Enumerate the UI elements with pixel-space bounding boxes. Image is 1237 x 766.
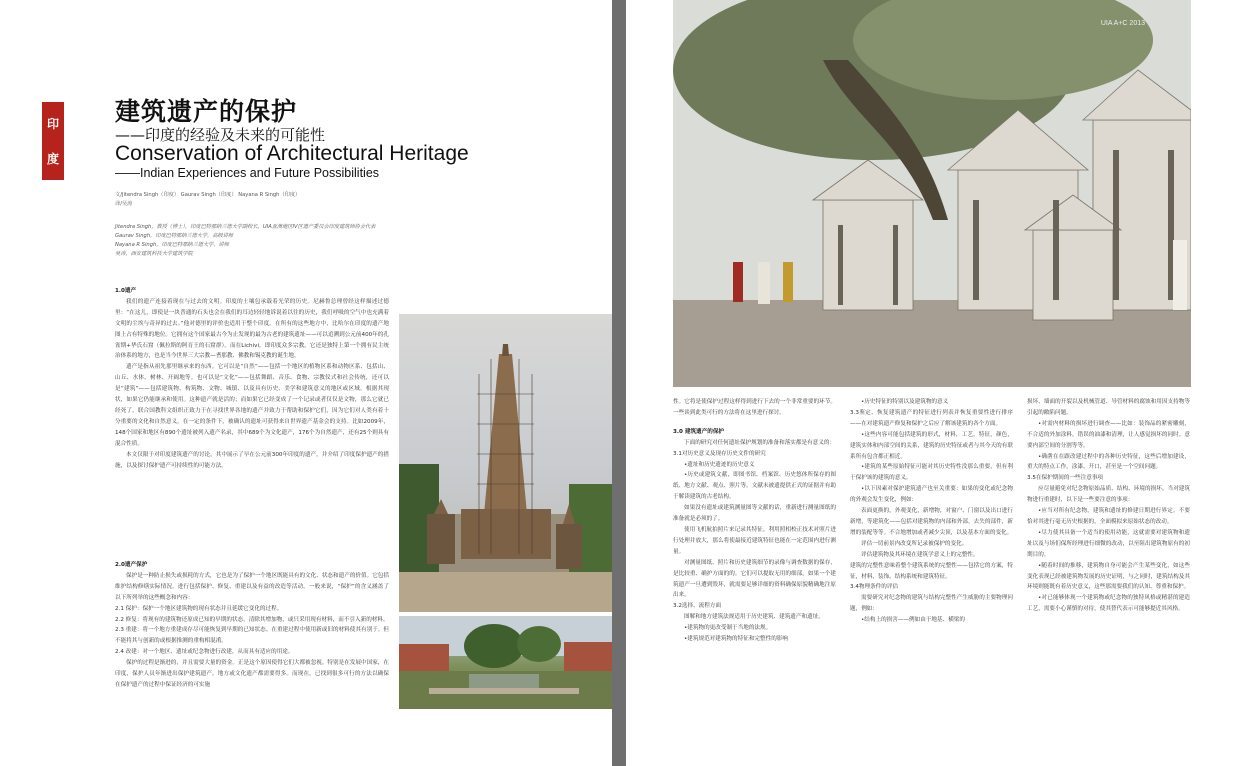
photo-temple-shrines <box>673 0 1191 387</box>
article-title-zh: 建筑遗产的保护 <box>115 97 298 126</box>
temple-illustration <box>673 0 1191 387</box>
paragraph: •随着时间的推移，建筑物自身可能会产生某些变化，如这些变化表现已经被建筑物发展的历史证明，与之同时，建筑结构及其环境则能既有着历史意义，这些那需要我们的认知、尊重和保护。 <box>1027 562 1190 591</box>
paragraph: 使用飞机航拍照片来记录其特征。利用照相校正技术对照片进行处理并放大，那么将使最接近建筑特征也能在一定范围内进行测量。 <box>673 526 836 555</box>
photo-stupa <box>399 314 612 612</box>
paragraph: 3.4物理条件的评估 <box>850 584 899 591</box>
paragraph: •建筑的某些原始特征可能对其历史特性没那么重要，但有利于保护该的建筑的意义。 <box>850 464 1013 482</box>
section-1 <box>115 282 389 471</box>
paragraph: 本文仅限于对印度建筑遗产的讨论，其中展示了早在公元前300年印度的遗产，并介绍了印度保护遗产的措施，以及探讨保护遗产可持续性的可能方法。 <box>115 451 389 469</box>
country-tab <box>42 102 64 180</box>
right-column-2 <box>850 397 1013 626</box>
paragraph: •对需内材料的损坏进行调查——比如：装饰品的紧密雕刻，不合适的外加涂料，错误的油漆和清理，让人感觉损坏的同时。意要内部空间的分割等等。 <box>1027 420 1190 449</box>
paragraph: •这些内容可能包括建筑的形式，材料，工艺，特征，颜色，建筑实体和内部空间的关系，建筑的历史特征或者与其今天的有联系所有包含都正相近。 <box>850 431 1013 460</box>
paragraph: 对测量图纸、照片和历史建筑细节的录像与调查数据的保存，是比较重、确护方面的的。它们可以提取无用的细部。如果一个建筑遗产一旦遭到毁坏，就需要足够详细的资料确保原貌精确地注原出来。 <box>673 559 836 599</box>
stupa-illustration <box>399 314 612 612</box>
bio-line: 吴涛，西安建筑科技大学建筑学院 <box>115 251 193 257</box>
page-gutter <box>612 0 626 766</box>
bio-line: Gaurav Singh，印度巴特那纳兰德大学，高级讲师 <box>115 233 234 239</box>
section-heading: 2.0遗产保护 <box>115 562 148 568</box>
journal-page-mark: UIA A+C 2013 <box>1100 20 1145 27</box>
authors: 文/Jitendra Singh（印度） Gaurav Singh（印度） Nayana R Singh（印度） <box>115 192 301 198</box>
paragraph: 保护的过程是渐进的，并且需要大量的资金。正是这个原因使得它们大都被忽视。特别是在发展中国家，在印度，保护人员年渐进出保护建筑遗产。地方或文化遗产都需要得多。而现在，已找到很多可行的方法以确保在保护遗产的过程中保证经济的可实施 <box>115 660 389 688</box>
paragraph: •尽力使其具备一个适当的使用功能，这就需要对建筑物和遗址以及与场们保所经理进行细微的改动，以至阻出建筑物原有的初期目的。 <box>1027 529 1190 558</box>
right-page <box>626 0 1237 766</box>
paragraph: 评估一切前景内改变所记录被保护的变化。 <box>861 540 968 547</box>
paragraph: •结构上的损害——例如由于地基、横梁的 <box>861 617 965 624</box>
paragraph: 3.3鉴定、恢复建筑遗产的特征进行列表并恢复重要性进行排序——在对建筑遗产修复和保护之后应了解该建筑的各个方面。 <box>850 409 1013 427</box>
translator: 译/吴涛 <box>115 201 133 207</box>
paragraph: •对已能够体现一个建筑物或纪念物的独特风格或精湛的建造工艺，需要小心谨慎的对待，使其替代表示可能够提近其风格。 <box>1027 595 1190 613</box>
photo-garden <box>399 616 612 709</box>
tab-char: 度 <box>46 152 59 166</box>
paragraph: •遗址和历史遗迹的历史意义 <box>684 461 755 468</box>
author-line <box>115 191 435 209</box>
article-subtitle-zh: ——印度的经验及未来的可能性 <box>115 126 326 144</box>
section-heading: 3.0 建筑遗产的保护 <box>673 428 725 435</box>
bio-line: Nayana R Singh，印度巴特那纳兰德大学，讲师 <box>115 242 229 248</box>
paragraph: 2.1 保护：保护一个地区建筑物的现有状态并且延缓它变化的过程。 <box>115 605 283 612</box>
article-title-en: Conservation of Architectural Heritage <box>115 142 469 165</box>
paragraph: 保护是一种防止损失或损耗的方式，它也是为了保护一个地区既能具有的文化、状态和遗产的价值。它包括维护结构修缮实际情况。进行包括保护、修复、重建以及有益的改造等活动。一般来说，“保护”的含义涵盖了以下所列举的这些概念和内容： <box>115 572 389 601</box>
paragraph: •以下因素对保护建筑遗产也至关重要：如果的变化或纪念物的外观会发生变化，例如： <box>850 486 1013 504</box>
paragraph: 遗产是指从祖先那里继承来的东西。它可以是“自然”——包括一个地区的植物区系和动物区系、包括山、山丘、水体、树林、开阔地等。也可以是“文化”——包括舞蹈、音乐、食物、宗教仪式和社会传统，还可以是“建筑”——包括建筑物、构筑物、文物、城镇、以及具有历史、美学和建筑意义的地区或区域。根据其现状，如果它仍能继承和使用。这种遗产就是活的；而如果它已经变成了一个记录或者仅仅是文物，那么它就已经死了。联合国教科文组织正致力于在寻找世界各地的遗产并致力于帮助和保护它们，因为它们对人类有着十分重要的文化和自然意义。在一定的条件下，被确认的遗址可获得来自世界遗产基金会的支持。比如2009年，148个国家和地区有890个遗址被列入遗产名录，其中689个为文化遗产，176个为自然遗产，还有25个则具有混合性质。 <box>115 364 389 447</box>
left-page <box>0 0 612 766</box>
paragraph: 如果没有遗址或建筑测量图等文献的话，重新进行测量图纸的准备就是必须的了。 <box>673 505 836 523</box>
tab-char: 印 <box>46 117 59 131</box>
paragraph: •历史或建筑文献，即图书馆、档案馆、历史悠体所保存的图纸、地方文献、观点、照片等。文献未被遗提供正式的证据并有助于解读建筑的古老结构。 <box>673 472 836 501</box>
right-column-1 <box>673 397 836 645</box>
paragraph: 评估建筑物及其环境在建筑学意义上的完整性。 <box>861 551 979 558</box>
paragraph: 2.3 重建：将一个地方重建成存尽可能恢复到早期的已知状态。在重建过程中使用新或旧的材料使其有别于。但不能将其与创新的或根据推测的重构相混淆。 <box>115 627 389 645</box>
article-subtitle-en: ——Indian Experiences and Future Possibilities <box>115 166 380 180</box>
bio-line: Jitendra Singh，教授（博士），印度巴特那纳兰德大学副校长，UIA亚澳地区IV区遗产委员会印度建筑师协会代表 <box>115 224 376 230</box>
paragraph: 3.1对历史意义及现存历史文件的研究 <box>673 450 766 457</box>
paragraph: 表面更换的，外观变化，新增物，对窗户、门窗以及出口进行新增，等建筑化——包括对建筑物的内部和外部。去失的部件，新增的装配等等。不合地增加或者减少尖顶，以及基本方面的变化。 <box>850 508 1013 536</box>
section-heading: 1.0遗产 <box>115 288 137 294</box>
paragraph: •确凿在在跟改建过程中的各种历史特征，这些后增加建设，重大的特点工作，涂漆、开口，甚至是一个空间问题。 <box>1027 453 1190 471</box>
paragraph: 图解和地方建筑法规适用于历史建筑、建筑遗产和遗址。 <box>684 614 824 621</box>
paragraph: 损坏、墙面的开裂以及机械管道、导管材料的腐蚀和用因支持物等引起的敞陷问题。 <box>1027 399 1190 416</box>
paragraph: 性。它将是使保护过程这样得到进行下去的一个非常重要的环节。一些谈到此类可行的方法将在这里进行探讨。 <box>673 399 836 416</box>
paragraph: 我们的遗产连接着现在与过去的文明。印度的土壤包承载着光荣的历史。尼赫鲁总理曾经这样描述过德里：“在这儿，即使是一块普通的石头也会在我们的耳边轻轻地诉说着以往的历史，我们呼吸的空气中也充满着文明的尘埃与奇异的过去。”他对德里的评价也适用于整个印度。在所有的这些地方中，比哈尔在印度的遗产地图上占有特殊的地位。它拥有这个国家最古今为止发现的最为古老的建筑遗址——可以追溯到公元前400年的孔雀期+华氏石窟（佩拉斯的阿育王的石窟群）。而在Lichivi，即印度众多宗教。它还是独特上第一个拥有民主统治体系的地方，也是当今世界三大宗教—耆那教、佛教和锡克教的诞生地。 <box>115 298 389 360</box>
section-2 <box>115 556 389 691</box>
paragraph: 2.2 修复：将现有的建筑物还原成已知的早期的状态，清除其增加物，或只采用现有材料，而不引入新的材料。 <box>115 616 389 623</box>
paragraph: 3.2选择、流程方面 <box>673 603 722 610</box>
paragraph: 3.5在保护期间的一些注意事项 <box>1027 475 1104 482</box>
garden-illustration <box>399 616 612 709</box>
paragraph: •建筑物的更改受制于当地的法规。 <box>684 625 772 632</box>
paragraph: 下面的研究对任何遗址保护规划的准备和落实都是有意义的： <box>684 439 836 446</box>
right-column-3 <box>1027 397 1190 615</box>
paragraph: 2.4 改建：对一个地区、遗址或纪念物进行改建，从而具有适应的用途。 <box>115 649 294 656</box>
paragraph: •应当对所有纪念物，建筑和遗址的修建日期进行界定。不要恰对其进行毫无历史根据的，全面模拟来原始状态的改动。 <box>1027 508 1190 525</box>
author-bios <box>115 223 435 259</box>
paragraph: •建筑规范对建筑物的特征和完整性的影响 <box>684 636 788 643</box>
paragraph: •历史特征的特别以及建筑物的意义 <box>861 399 949 405</box>
paragraph: 建筑的完整性意味着整个建筑系统的完整性——包括它的方案，特征，材料，装饰，结构系统和建筑特征。 <box>850 562 1013 580</box>
paragraph: 应尽量避免对纪念物原始品质、结构、环境的损坏。当对建筑物进行重建时，以下是一些要注意的事项： <box>1027 486 1190 504</box>
paragraph: 需要研究对纪念物的建筑与结构完整性产生威胁的主要物理问题，例如： <box>850 595 1013 613</box>
